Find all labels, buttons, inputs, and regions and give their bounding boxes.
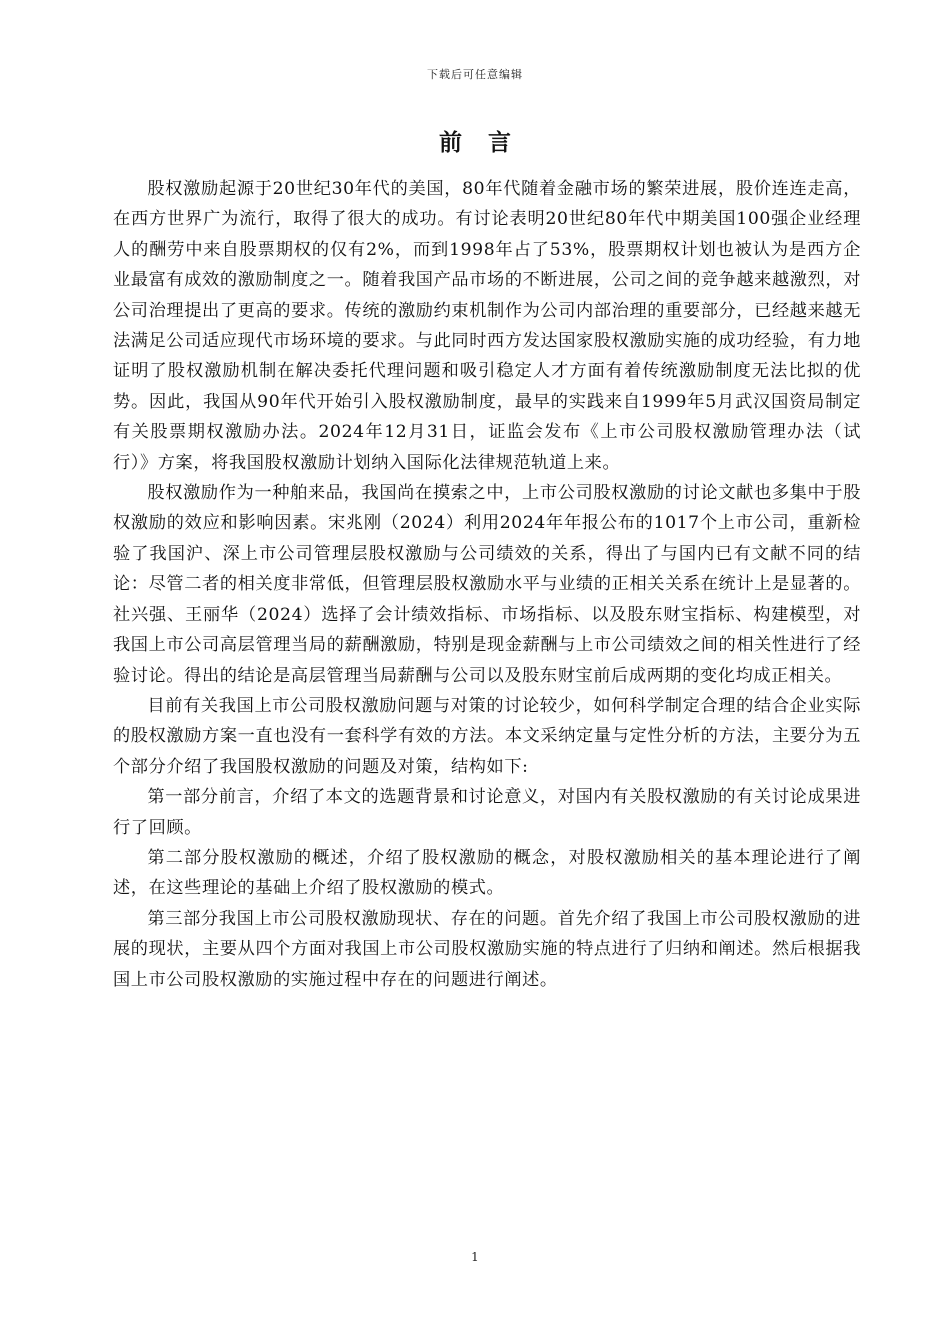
paragraph-3: 目前有关我国上市公司股权激励问题与对策的讨论较少，如何科学制定合理的结合企业实际的股权激励方案一直也没有一套科学有效的方法。本文采纳定量与定性分析的方法，主要分为五个部分介绍了我国股权激励的问题及对策，结构如下: <box>113 695 861 777</box>
paragraph-1: 股权激励起源于20世纪30年代的美国，80年代随着金融市场的繁荣进展，股价连连走高，在西方世界广为流行，取得了很大的成功。有讨论表明20世纪80年代中期美国100强企业经理人的酬劳中来自股票期权的仅有2%，而到1998年占了53%，股票期权计划也被认为是西方企业最富有成效的激励制度之一。随着我国产品市场的不断进展，公司之间的竞争越来越激烈，对公司治理提出了更高的要求。传统的激励约束机制作为公司内部治理的重要部分，已经越来越无法满足公司适应现代市场环境的要求。与此同时西方发达国家股权激励实施的成功经验，有力地证明了股权激励机制在解决委托代理问题和吸引稳定人才方面有着传统激励制度无法比拟的优势。因此，我国从90年代开始引入股权激励制度，最早的实践来自1999年5月武汉国资局制定有关股票期权激励办法。2024年12月31日，证监会发布《上市公司股权激励管理办法（试行）》方案，将我国股权激励计划纳入国际化法律规范轨道上来。 <box>113 179 861 473</box>
paragraph-4: 第一部分前言，介绍了本文的选题背景和讨论意义，对国内有关股权激励的有关讨论成果进行了回顾。 <box>113 787 861 838</box>
paragraph-2: 股权激励作为一种舶来品，我国尚在摸索之中，上市公司股权激励的讨论文献也多集中于股权激励的效应和影响因素。宋兆刚（2024）利用2024年年报公布的1017个上市公司，重新检验了我国沪、深上市公司管理层股权激励与公司绩效的关系，得出了与国内已有文献不同的结论：尽管二者的相关度非常低，但管理层股权激励水平与业绩的正相关关系在统计上是显著的。社兴强、王丽华（2024）选择了会计绩效指标、市场指标、以及股东财宝指标、构建模型，对我国上市公司高层管理当局的薪酬激励，特别是现金薪酬与上市公司绩效之间的相关性进行了经验讨论。得出的结论是高层管理当局薪酬与公司以及股东财宝前后成两期的变化均成正相关。 <box>113 483 861 686</box>
body-text <box>113 174 861 995</box>
paragraph-5: 第二部分股权激励的概述，介绍了股权激励的概念，对股权激励相关的基本理论进行了阐述，在这些理论的基础上介绍了股权激励的模式。 <box>113 847 861 899</box>
page-header: 下载后可任意编辑 <box>427 68 523 81</box>
page-title: 前言 <box>439 129 537 156</box>
paragraph-6: 第三部分我国上市公司股权激励现状、存在的问题。首先介绍了我国上市公司股权激励的进展的现状，主要从四个方面对我国上市公司股权激励实施的特点进行了归纳和阐述。然后根据我国上市公司股权激励的实施过程中存在的问题进行阐述。 <box>113 908 861 990</box>
page-number: 1 <box>471 1250 479 1264</box>
